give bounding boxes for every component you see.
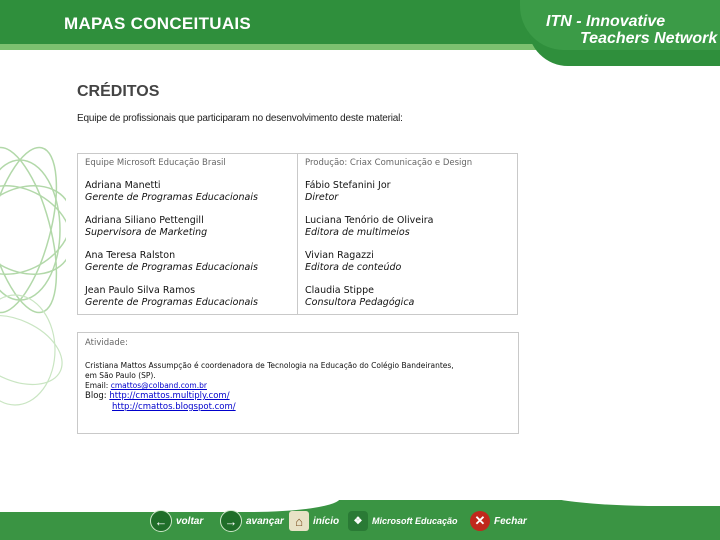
team-member xyxy=(85,285,290,309)
activity-line2: em São Paulo (SP). xyxy=(85,371,156,380)
close-button[interactable] xyxy=(470,509,527,533)
forward-label: avançar xyxy=(246,515,284,527)
member-role: Gerente de Programas Educacionais xyxy=(85,192,258,203)
activity-line1: Cristiana Mattos Assumpção é coordenadora de Tecnologia na Educação do Colégio Bandeirantes, xyxy=(85,361,454,370)
forward-button[interactable] xyxy=(220,509,284,533)
header xyxy=(0,0,720,66)
arrow-right-icon: → xyxy=(220,510,242,532)
team-member xyxy=(85,180,290,204)
member-role: Consultora Pedagógica xyxy=(305,297,415,308)
email-link[interactable]: cmattos@colband.com.br xyxy=(110,381,207,390)
microsoft-education-button[interactable] xyxy=(348,509,458,533)
team-column-head: Equipe Microsoft Educação Brasil xyxy=(85,158,226,168)
credits-intro: Equipe de profissionais que participaram no desenvolvimento deste material: xyxy=(77,113,403,124)
member-role: Supervisora de Marketing xyxy=(85,227,208,238)
windows-logo-icon: ❖ xyxy=(348,511,368,531)
blog-link-blogspot[interactable]: http://cmattos.blogspot.com/ xyxy=(112,402,236,412)
member-role: Editora de multimeios xyxy=(305,227,410,238)
home-label: início xyxy=(313,515,340,527)
team-member xyxy=(305,285,510,309)
member-role: Editora de conteúdo xyxy=(305,262,402,273)
team-column-head: Produção: Criax Comunicação e Design xyxy=(305,158,473,168)
close-label: Fechar xyxy=(494,515,527,527)
activity-box xyxy=(77,332,519,434)
activity-blog-row xyxy=(85,391,518,402)
microsoft-label: Microsoft Educação xyxy=(372,516,458,526)
back-button[interactable] xyxy=(150,509,203,533)
member-name: Adriana Manetti xyxy=(85,180,161,191)
brand-logo xyxy=(546,13,717,47)
brand-line2: Teachers Network xyxy=(580,30,718,47)
back-label: voltar xyxy=(176,515,204,527)
home-button[interactable] xyxy=(289,509,339,533)
activity-head: Atividade: xyxy=(85,338,128,348)
home-icon: ⌂ xyxy=(289,511,309,531)
member-name: Fábio Stefanini Jor xyxy=(305,180,391,191)
member-name: Vivian Ragazzi xyxy=(305,250,374,261)
team-column-microsoft xyxy=(78,154,298,315)
member-name: Ana Teresa Ralston xyxy=(85,250,176,261)
header-accent xyxy=(0,44,548,50)
team-member xyxy=(305,180,510,204)
member-role: Gerente de Programas Educacionais xyxy=(85,262,258,273)
member-role: Diretor xyxy=(305,192,339,203)
member-name: Jean Paulo Silva Ramos xyxy=(85,285,196,296)
activity-email-row xyxy=(85,381,518,391)
activity-blog-row2 xyxy=(85,402,518,413)
email-label: Email: xyxy=(85,381,111,390)
brand-line1: ITN - Innovative xyxy=(546,13,666,30)
team-member xyxy=(85,250,290,274)
member-name: Claudia Stippe xyxy=(305,285,374,296)
blog-label: Blog: xyxy=(85,391,110,401)
page-title: MAPAS CONCEITUAIS xyxy=(64,14,252,33)
team-member xyxy=(305,215,510,239)
team-column-production xyxy=(298,154,518,315)
member-name: Luciana Tenório de Oliveira xyxy=(305,215,434,226)
team-member xyxy=(305,250,510,274)
team-table xyxy=(77,153,518,315)
arrow-left-icon: ← xyxy=(150,510,172,532)
member-role: Gerente de Programas Educacionais xyxy=(85,297,258,308)
close-icon: ✕ xyxy=(470,511,490,531)
blog-link-multiply[interactable]: http://cmattos.multiply.com/ xyxy=(109,391,230,401)
member-name: Adriana Siliano Pettengill xyxy=(85,215,204,226)
team-member xyxy=(85,215,290,239)
credits-title: CRÉDITOS xyxy=(77,83,160,100)
